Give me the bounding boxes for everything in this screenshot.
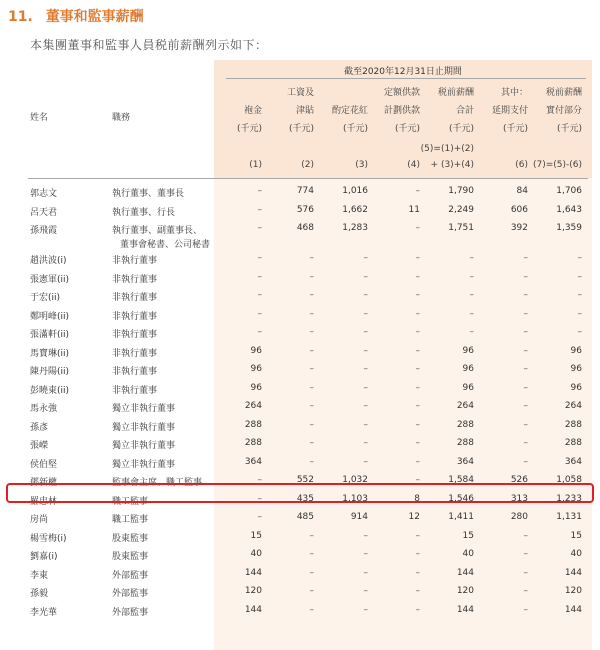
table-cell: –	[363, 382, 368, 393]
row-name: 馬永強	[30, 404, 58, 414]
table-cell: –	[257, 475, 262, 485]
table-cell: –	[363, 567, 368, 578]
table-cell: 576	[296, 204, 314, 215]
table-cell: –	[309, 364, 314, 374]
table-cell: –	[309, 382, 314, 393]
column-header-line: 工資及	[286, 88, 314, 98]
table-cell: 144	[456, 567, 474, 578]
table-cell: 288	[456, 438, 474, 448]
table-cell: –	[363, 401, 368, 411]
column-index-label: (4)	[407, 160, 420, 170]
table-cell: 1,546	[448, 493, 474, 504]
row-role: 非執行董事	[112, 330, 158, 340]
table-cell: –	[257, 253, 262, 263]
table-cell: 552	[296, 475, 314, 485]
highlight-box	[6, 483, 594, 503]
table-cell: –	[415, 253, 420, 263]
column-index-label: (3)	[355, 160, 368, 170]
column-index-label: (2)	[301, 160, 314, 170]
table-cell: 1,662	[342, 204, 368, 215]
table-cell: –	[415, 382, 420, 393]
table-cell: –	[257, 327, 262, 337]
row-role-continued: 董事會秘書、公司秘書	[120, 240, 211, 250]
table-cell: –	[523, 456, 528, 467]
table-cell: –	[257, 493, 262, 504]
table-cell: 1,058	[556, 475, 582, 485]
table-cell: –	[309, 327, 314, 337]
table-cell: –	[309, 308, 314, 319]
table-cell: –	[415, 567, 420, 578]
table-cell: 1,131	[556, 512, 582, 522]
table-cell: –	[415, 290, 420, 300]
row-name: 郭志文	[30, 189, 58, 199]
table-cell: –	[257, 308, 262, 319]
table-cell: 96	[570, 364, 582, 374]
table-cell: 1,016	[342, 186, 368, 196]
table-cell: –	[363, 419, 368, 430]
table-cell: –	[523, 290, 528, 300]
table-cell: –	[523, 401, 528, 411]
table-cell: –	[415, 530, 420, 541]
table-cell: –	[257, 223, 262, 233]
row-name: 李光華	[30, 607, 58, 618]
table-cell: –	[363, 253, 368, 263]
table-cell: 288	[564, 419, 582, 430]
column-index-label: (6)	[515, 160, 528, 170]
table-cell: –	[309, 604, 314, 615]
table-cell: –	[577, 290, 582, 300]
row-name: 于宏(ii)	[30, 293, 61, 303]
table-cell: 364	[244, 456, 262, 467]
table-cell: –	[469, 327, 474, 337]
section-title: 董事和監事薪酬	[45, 9, 144, 25]
row-name: 張滿軒(ii)	[30, 330, 70, 340]
table-cell: 120	[564, 586, 582, 596]
table-cell: –	[363, 345, 368, 356]
table-cell: 485	[296, 512, 314, 522]
table-cell: –	[523, 549, 528, 559]
table-cell: 96	[250, 345, 262, 356]
row-name: 馬寶琳(ii)	[30, 348, 70, 359]
header-rule	[28, 178, 588, 179]
table-cell: 435	[296, 493, 314, 504]
table-cell: –	[577, 253, 582, 263]
table-cell: 15	[462, 530, 474, 541]
table-cell: –	[363, 586, 368, 596]
table-cell: –	[257, 271, 262, 282]
table-cell: –	[309, 419, 314, 430]
table-cell: –	[415, 438, 420, 448]
table-cell: –	[415, 271, 420, 282]
table-cell: 96	[462, 364, 474, 374]
table-cell: –	[363, 290, 368, 300]
table-cell: –	[257, 204, 262, 215]
row-role: 獨立非執行董事	[112, 404, 176, 414]
table-cell: –	[523, 604, 528, 615]
row-role: 職工監事	[112, 515, 149, 525]
table-cell: –	[415, 345, 420, 356]
table-cell: 120	[244, 586, 262, 596]
row-name: 孫飛霞	[30, 226, 58, 236]
table-cell: 11	[408, 204, 420, 215]
table-cell: 8	[414, 493, 420, 504]
table-cell: –	[363, 364, 368, 374]
table-cell: 40	[570, 549, 582, 559]
table-cell: 280	[510, 512, 528, 522]
row-role: 外部監事	[112, 589, 149, 599]
row-name: 李東	[30, 570, 49, 581]
table-cell: 96	[250, 364, 262, 374]
table-cell: –	[523, 530, 528, 541]
row-name: 劉嘉(i)	[30, 552, 58, 562]
row-name: 陳丹陽(ii)	[30, 367, 70, 377]
table-cell: 468	[296, 223, 314, 233]
table-cell: 1,751	[448, 223, 474, 233]
table-cell: –	[309, 586, 314, 596]
table-cell: 144	[244, 567, 262, 578]
table-cell: –	[363, 271, 368, 282]
row-name: 羅忠林	[30, 496, 58, 507]
column-header-line: (千元)	[394, 124, 420, 134]
table-cell: –	[577, 327, 582, 337]
table-cell: –	[363, 327, 368, 337]
row-name: 張嶸	[30, 441, 49, 451]
role-column-header: 職務	[112, 113, 131, 123]
column-header-line: 税前薪酬	[437, 88, 474, 98]
table-cell: –	[415, 475, 420, 485]
row-role: 執行董事、董事長	[112, 189, 185, 199]
table-cell: –	[415, 364, 420, 374]
row-role: 股東監事	[112, 533, 149, 544]
table-cell: 364	[564, 456, 582, 467]
table-cell: 96	[570, 345, 582, 356]
row-name: 呂天君	[30, 207, 58, 218]
table-cell: 313	[510, 493, 528, 504]
table-cell: 84	[516, 186, 528, 196]
table-cell: 1,359	[556, 223, 582, 233]
table-cell: 120	[456, 586, 474, 596]
table-cell: –	[523, 271, 528, 282]
table-cell: 606	[510, 204, 528, 215]
row-role: 非執行董事	[112, 311, 158, 322]
table-cell: –	[257, 290, 262, 300]
column-header-line: (千元)	[288, 124, 314, 134]
table-cell: –	[523, 382, 528, 393]
table-cell: –	[415, 327, 420, 337]
row-role: 獨立非執行董事	[112, 441, 176, 451]
table-cell: –	[523, 327, 528, 337]
table-cell: –	[577, 271, 582, 282]
column-index-label: (7)=(5)-(6)	[532, 160, 582, 170]
row-role: 監事會主席、職工監事	[112, 478, 203, 488]
table-cell: –	[309, 549, 314, 559]
column-header-line: (千元)	[502, 124, 528, 134]
table-cell: –	[415, 401, 420, 411]
column-header-line: 定額供款	[383, 88, 420, 98]
period-rule	[226, 78, 586, 79]
table-cell: –	[309, 401, 314, 411]
table-cell: –	[577, 308, 582, 319]
row-role: 非執行董事	[112, 348, 158, 359]
table-cell: –	[309, 253, 314, 263]
row-role: 執行董事、行長	[112, 207, 176, 218]
table-cell: –	[469, 271, 474, 282]
column-header-line: (千元)	[342, 124, 368, 134]
table-cell: 40	[250, 549, 262, 559]
table-cell: –	[415, 223, 420, 233]
table-cell: 144	[564, 567, 582, 578]
table-cell: –	[309, 438, 314, 448]
table-cell: –	[415, 419, 420, 430]
row-role: 非執行董事	[112, 367, 158, 377]
column-header-line: (千元)	[236, 124, 262, 134]
table-cell: 96	[462, 382, 474, 393]
column-index-label: (5)=(1)+(2)	[420, 144, 474, 154]
row-role: 外部監事	[112, 570, 149, 581]
intro-text: 本集團董事和監事人員税前薪酬列示如下：	[30, 38, 268, 52]
table-cell: 1,411	[448, 512, 474, 522]
table-cell: –	[469, 290, 474, 300]
name-column-header: 姓名	[30, 113, 49, 123]
column-header-line: 其中：	[500, 88, 528, 98]
table-cell: –	[309, 567, 314, 578]
table-cell: 774	[296, 186, 314, 196]
row-name: 楊雪梅(i)	[30, 533, 67, 544]
table-cell: –	[363, 308, 368, 319]
row-name: 張憲軍(ii)	[30, 274, 70, 285]
table-cell: 1,032	[342, 475, 368, 485]
table-cell: 96	[250, 382, 262, 393]
column-header-line: 延期支付	[491, 106, 528, 116]
table-cell: –	[363, 549, 368, 559]
table-cell: 1,643	[556, 204, 582, 215]
column-header-line: 袍金	[243, 106, 262, 116]
table-cell: –	[523, 586, 528, 596]
column-header-line: 酌定花紅	[331, 106, 368, 116]
row-name: 彭曉東(ii)	[30, 385, 70, 396]
column-header-line: (千元)	[556, 124, 582, 134]
table-cell: 1,283	[342, 223, 368, 233]
table-cell: 1,584	[448, 475, 474, 485]
row-role: 股東監事	[112, 552, 149, 562]
table-cell: –	[309, 271, 314, 282]
row-role: 執行董事、副董事長、	[112, 226, 203, 236]
table-cell: 264	[456, 401, 474, 411]
table-cell: –	[363, 604, 368, 615]
row-role: 非執行董事	[112, 293, 158, 303]
table-cell: –	[257, 186, 262, 196]
table-cell: 144	[244, 604, 262, 615]
table-cell: 288	[244, 419, 262, 430]
table-cell: 1,706	[556, 186, 582, 196]
table-cell: 96	[462, 345, 474, 356]
table-cell: –	[469, 308, 474, 319]
row-role: 非執行董事	[112, 274, 158, 285]
table-cell: 288	[244, 438, 262, 448]
section-number: 11.	[8, 9, 33, 25]
table-cell: 40	[462, 549, 474, 559]
table-cell: 96	[570, 382, 582, 393]
column-header-line: (千元)	[448, 124, 474, 134]
row-name: 鄧新權	[30, 478, 58, 488]
table-cell: –	[523, 438, 528, 448]
table-cell: 264	[564, 401, 582, 411]
column-header-line: 津貼	[295, 106, 314, 116]
table-cell: –	[415, 549, 420, 559]
row-name: 侯伯堅	[30, 459, 58, 470]
table-cell: 264	[244, 401, 262, 411]
table-cell: –	[363, 530, 368, 541]
table-cell: –	[415, 604, 420, 615]
table-cell: –	[415, 586, 420, 596]
table-cell: –	[523, 364, 528, 374]
table-cell: –	[309, 345, 314, 356]
table-cell: 144	[456, 604, 474, 615]
column-header-line: 實付部分	[545, 106, 582, 116]
row-name: 孫毅	[30, 589, 49, 599]
table-cell: 526	[510, 475, 528, 485]
table-cell: –	[415, 456, 420, 467]
row-name: 鄭明峰(ii)	[30, 311, 70, 322]
table-cell: 392	[510, 223, 528, 233]
table-cell: 15	[250, 530, 262, 541]
table-cell: –	[523, 308, 528, 319]
table-cell: –	[363, 456, 368, 467]
table-cell: 914	[350, 512, 368, 522]
table-cell: –	[309, 456, 314, 467]
column-index-label: (1)	[249, 160, 262, 170]
section-heading	[8, 6, 144, 26]
table-cell: –	[257, 512, 262, 522]
column-index-label: + (3)+(4)	[430, 160, 474, 170]
table-cell: –	[523, 345, 528, 356]
column-header-line: 合計	[455, 106, 474, 116]
table-cell: 2,249	[448, 204, 474, 215]
table-cell: 12	[408, 512, 420, 522]
row-role: 獨立非執行董事	[112, 459, 176, 470]
table-cell: –	[523, 567, 528, 578]
table-cell: –	[469, 253, 474, 263]
period-header: 截至2020年12月31日止期間	[344, 67, 462, 77]
table-cell: –	[523, 419, 528, 430]
column-header-line: 税前薪酬	[545, 88, 582, 98]
table-cell: 1,790	[448, 186, 474, 196]
row-role: 獨立非執行董事	[112, 422, 176, 433]
row-role: 職工監事	[112, 496, 149, 507]
table-cell: 1,103	[342, 493, 368, 504]
table-cell: 1,233	[556, 493, 582, 504]
table-cell: 15	[570, 530, 582, 541]
table-cell: –	[415, 308, 420, 319]
row-name: 孫彥	[30, 422, 49, 433]
table-cell: 144	[564, 604, 582, 615]
table-cell: 288	[564, 438, 582, 448]
table-cell: –	[309, 530, 314, 541]
table-cell: –	[523, 253, 528, 263]
column-header-line: 計劃供款	[383, 106, 420, 116]
row-name: 趙洪波(i)	[30, 256, 67, 266]
table-cell: –	[415, 186, 420, 196]
row-role: 非執行董事	[112, 256, 158, 266]
table-cell: 288	[456, 419, 474, 430]
table-cell: 364	[456, 456, 474, 467]
row-name: 房尚	[30, 515, 49, 525]
table-cell: –	[363, 438, 368, 448]
row-role: 外部監事	[112, 607, 149, 618]
table-cell: –	[309, 290, 314, 300]
row-role: 非執行董事	[112, 385, 158, 396]
